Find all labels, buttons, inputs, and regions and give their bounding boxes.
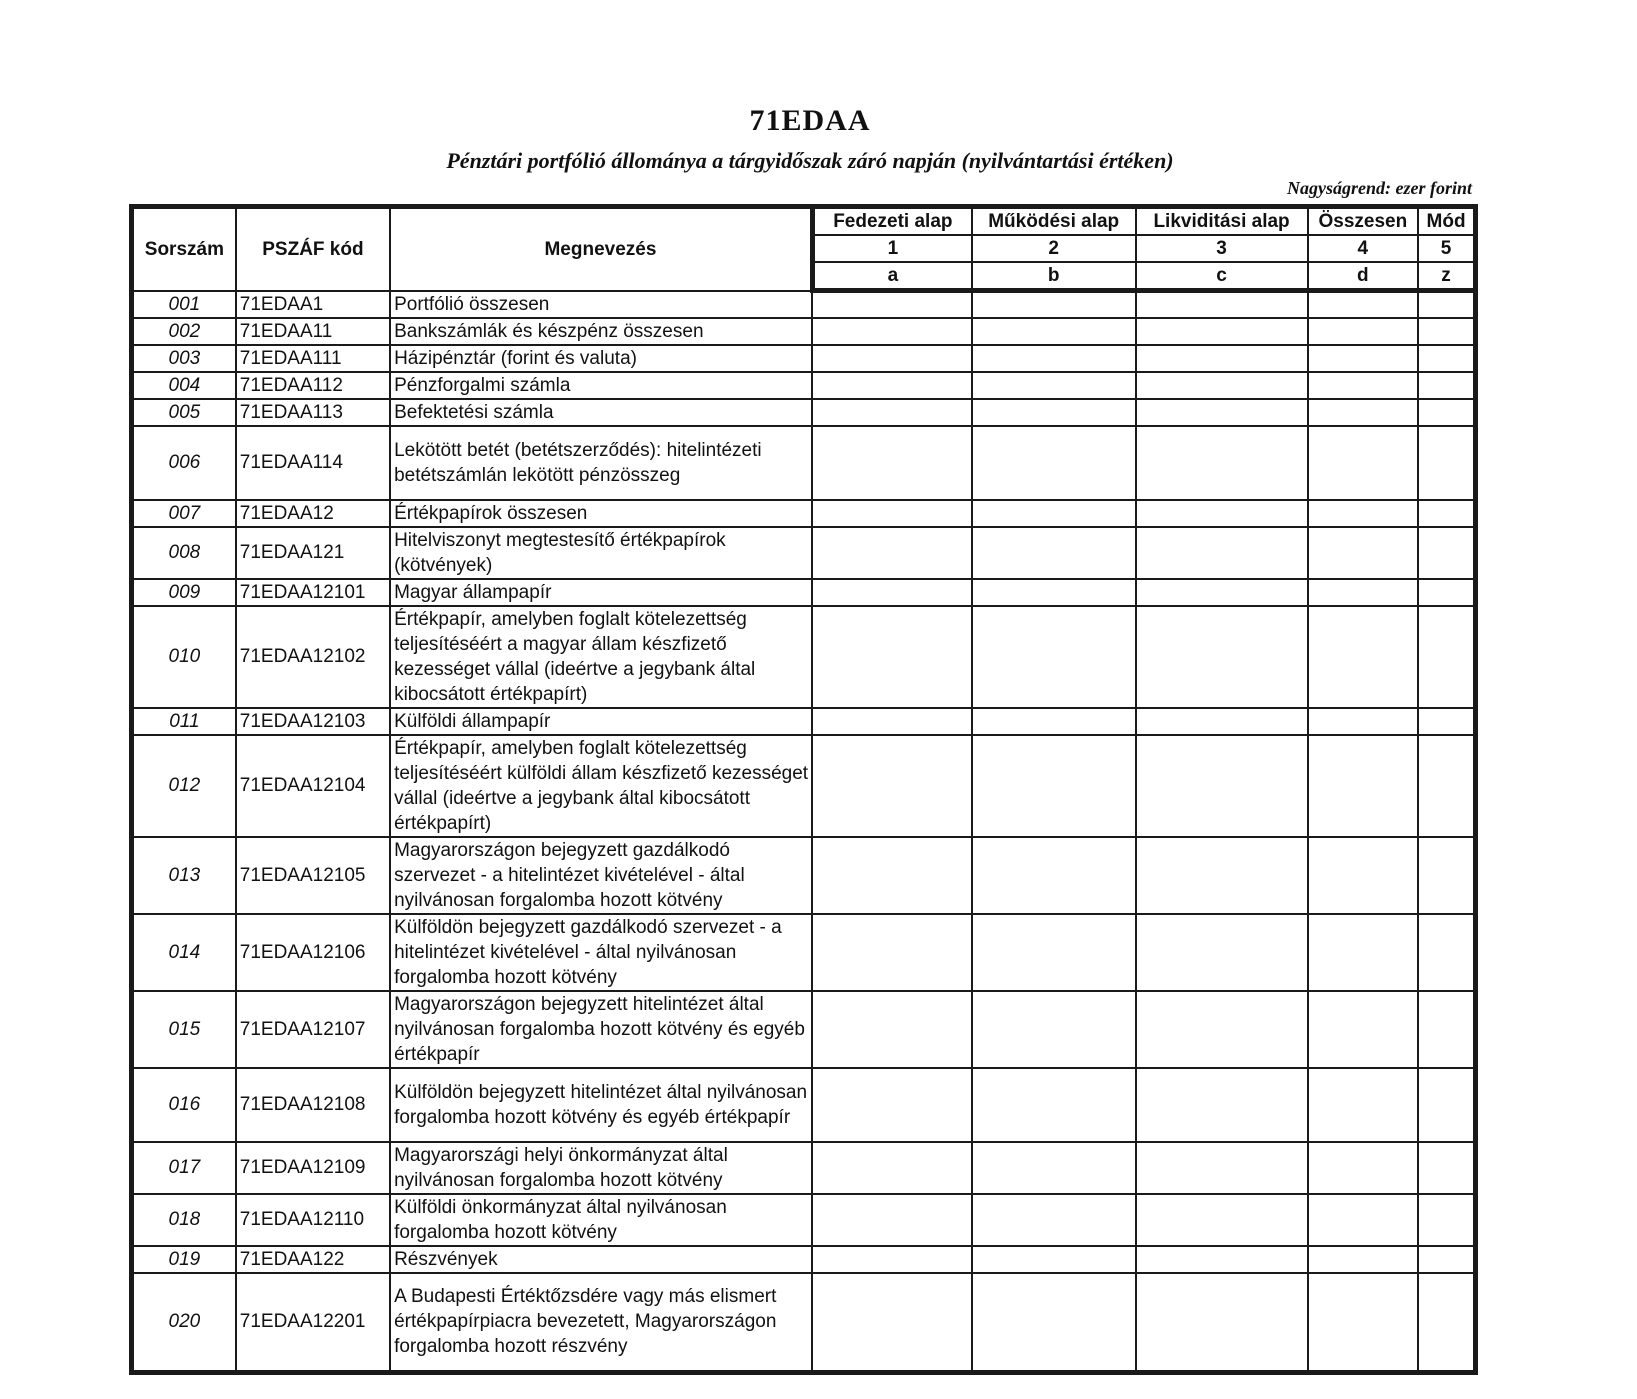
value-cell[interactable] — [812, 914, 972, 991]
row-code: 71EDAA112 — [236, 372, 390, 399]
row-code: 71EDAA12102 — [236, 606, 390, 708]
table-row — [132, 345, 1476, 372]
row-name: Külföldön bejegyzett hitelintézet által nyilvánosan forgalomba hozott kötvény és egyéb értékpapír — [390, 1068, 812, 1142]
table-row — [132, 1246, 1476, 1273]
value-cell[interactable] — [972, 1246, 1136, 1273]
value-cell[interactable] — [972, 579, 1136, 606]
value-cell[interactable] — [972, 291, 1136, 318]
row-code: 71EDAA12110 — [236, 1194, 390, 1246]
value-cell[interactable] — [812, 1246, 972, 1273]
row-number: 011 — [132, 708, 236, 735]
table-row — [132, 708, 1476, 735]
value-cell[interactable] — [1308, 527, 1419, 579]
value-cell[interactable] — [1308, 500, 1419, 527]
value-cell[interactable] — [972, 527, 1136, 579]
value-cell[interactable] — [1308, 708, 1419, 735]
value-cell[interactable] — [972, 914, 1136, 991]
value-cell[interactable] — [972, 318, 1136, 345]
value-cell[interactable] — [1308, 399, 1419, 426]
value-cell[interactable] — [1136, 527, 1308, 579]
table-row — [132, 837, 1476, 914]
value-cell[interactable] — [812, 1194, 972, 1246]
value-cell[interactable] — [1136, 318, 1308, 345]
value-cell[interactable] — [1308, 1273, 1419, 1373]
value-cell[interactable] — [1136, 735, 1308, 837]
table-header — [132, 207, 1476, 291]
row-name: Magyarországon bejegyzett gazdálkodó szervezet - a hitelintézet kivételével - által nyilvánosan forgalomba hozott kötvény — [390, 837, 812, 914]
row-number: 008 — [132, 527, 236, 579]
value-cell[interactable] — [1136, 1068, 1308, 1142]
row-code: 71EDAA121 — [236, 527, 390, 579]
row-number: 015 — [132, 991, 236, 1068]
row-name: Külföldi önkormányzat által nyilvánosan forgalomba hozott kötvény — [390, 1194, 812, 1246]
value-cell[interactable] — [1418, 399, 1475, 426]
value-cell[interactable] — [1136, 914, 1308, 991]
value-cell[interactable] — [1418, 500, 1475, 527]
row-number: 020 — [132, 1273, 236, 1373]
value-cell[interactable] — [1418, 1246, 1475, 1273]
table-row — [132, 914, 1476, 991]
value-cell[interactable] — [1136, 372, 1308, 399]
row-code: 71EDAA114 — [236, 426, 390, 500]
value-cell[interactable] — [1418, 606, 1475, 708]
row-name: Pénzforgalmi számla — [390, 372, 812, 399]
row-number: 002 — [132, 318, 236, 345]
row-name: Külföldi állampapír — [390, 708, 812, 735]
row-name: Értékpapírok összesen — [390, 500, 812, 527]
row-code: 71EDAA11 — [236, 318, 390, 345]
row-code: 71EDAA12107 — [236, 991, 390, 1068]
header-col-letter: b — [972, 262, 1136, 291]
value-cell[interactable] — [812, 399, 972, 426]
table-row — [132, 606, 1476, 708]
value-cell[interactable] — [1418, 291, 1475, 318]
value-cell[interactable] — [1136, 606, 1308, 708]
row-name: A Budapesti Értéktőzsdére vagy más elismert értékpapírpiacra bevezetett, Magyarországon forgalomba hozott részvény — [390, 1273, 812, 1373]
value-cell[interactable] — [1308, 345, 1419, 372]
row-code: 71EDAA12109 — [236, 1142, 390, 1194]
value-cell[interactable] — [1308, 579, 1419, 606]
value-cell[interactable] — [1418, 735, 1475, 837]
value-cell[interactable] — [812, 372, 972, 399]
value-cell[interactable] — [972, 399, 1136, 426]
value-cell[interactable] — [1136, 1194, 1308, 1246]
value-cell[interactable] — [812, 291, 972, 318]
table-body — [132, 291, 1476, 1373]
table-row — [132, 318, 1476, 345]
value-cell[interactable] — [1418, 914, 1475, 991]
table-row — [132, 1068, 1476, 1142]
row-code: 71EDAA12104 — [236, 735, 390, 837]
row-name: Befektetési számla — [390, 399, 812, 426]
value-cell[interactable] — [1308, 914, 1419, 991]
value-cell[interactable] — [812, 837, 972, 914]
row-number: 019 — [132, 1246, 236, 1273]
value-cell[interactable] — [972, 837, 1136, 914]
row-number: 012 — [132, 735, 236, 837]
value-cell[interactable] — [1136, 991, 1308, 1068]
value-cell[interactable] — [1418, 1142, 1475, 1194]
value-cell[interactable] — [812, 579, 972, 606]
table-row — [132, 527, 1476, 579]
document-subtitle: Pénztári portfólió állománya a tárgyidőszak záró napján (nyilvántartási értéken) — [446, 148, 1174, 173]
header-megnevezes: Megnevezés — [390, 207, 812, 291]
value-cell[interactable] — [1308, 1246, 1419, 1273]
header-col-label: Összesen — [1308, 207, 1419, 236]
value-cell[interactable] — [1418, 708, 1475, 735]
value-cell[interactable] — [1136, 579, 1308, 606]
report-table — [129, 204, 1478, 1375]
value-cell[interactable] — [812, 606, 972, 708]
row-number: 003 — [132, 345, 236, 372]
value-cell[interactable] — [1308, 1142, 1419, 1194]
row-code: 71EDAA111 — [236, 345, 390, 372]
table-row — [132, 372, 1476, 399]
value-cell[interactable] — [1418, 372, 1475, 399]
value-cell[interactable] — [1308, 426, 1419, 500]
value-cell[interactable] — [1308, 318, 1419, 345]
value-cell[interactable] — [972, 500, 1136, 527]
row-name: Lekötött betét (betétszerződés): hitelintézeti betétszámlán lekötött pénzösszeg — [390, 426, 812, 500]
row-code: 71EDAA12106 — [236, 914, 390, 991]
value-cell[interactable] — [972, 1142, 1136, 1194]
value-cell[interactable] — [972, 1068, 1136, 1142]
table-row — [132, 399, 1476, 426]
row-code: 71EDAA12108 — [236, 1068, 390, 1142]
value-cell[interactable] — [972, 991, 1136, 1068]
header-col-label: Működési alap — [972, 207, 1136, 236]
table-row — [132, 291, 1476, 318]
value-cell[interactable] — [812, 1273, 972, 1373]
value-cell[interactable] — [812, 1142, 972, 1194]
value-cell[interactable] — [1136, 291, 1308, 318]
value-cell[interactable] — [1418, 991, 1475, 1068]
header-col-label: Likviditási alap — [1136, 207, 1308, 236]
row-name: Értékpapír, amelyben foglalt kötelezettség teljesítéséért külföldi állam készfizető kezességet vállal (ideértve a jegybank által kibocsátott értékpapírt) — [390, 735, 812, 837]
header-pszaf-kod: PSZÁF kód — [236, 207, 390, 291]
header-col-number: 3 — [1136, 235, 1308, 262]
value-cell[interactable] — [1136, 345, 1308, 372]
header-col-number: 4 — [1308, 235, 1419, 262]
document-title: 71EDAA — [749, 104, 871, 137]
row-name: Részvények — [390, 1246, 812, 1273]
value-cell[interactable] — [1136, 399, 1308, 426]
row-code: 71EDAA12105 — [236, 837, 390, 914]
row-name: Értékpapír, amelyben foglalt kötelezettség teljesítéséért a magyar állam készfizető kezességet vállal (ideértve a jegybank által kibocsátott értékpapírt) — [390, 606, 812, 708]
value-cell[interactable] — [1308, 1068, 1419, 1142]
value-cell[interactable] — [812, 708, 972, 735]
row-code: 71EDAA12101 — [236, 579, 390, 606]
value-cell[interactable] — [1136, 1273, 1308, 1373]
header-col-number: 2 — [972, 235, 1136, 262]
value-cell[interactable] — [1418, 426, 1475, 500]
header-col-label: Mód — [1418, 207, 1475, 236]
value-cell[interactable] — [1136, 1246, 1308, 1273]
header-col-letter: d — [1308, 262, 1419, 291]
value-cell[interactable] — [1308, 735, 1419, 837]
row-name: Bankszámlák és készpénz összesen — [390, 318, 812, 345]
row-code: 71EDAA122 — [236, 1246, 390, 1273]
value-cell[interactable] — [1308, 837, 1419, 914]
value-cell[interactable] — [1418, 1068, 1475, 1142]
row-number: 010 — [132, 606, 236, 708]
table-row — [132, 735, 1476, 837]
row-number: 006 — [132, 426, 236, 500]
row-code: 71EDAA12 — [236, 500, 390, 527]
value-cell[interactable] — [1308, 1194, 1419, 1246]
value-cell[interactable] — [1418, 837, 1475, 914]
row-name: Magyarországi helyi önkormányzat által nyilvánosan forgalomba hozott kötvény — [390, 1142, 812, 1194]
value-cell[interactable] — [972, 345, 1136, 372]
value-cell[interactable] — [1418, 318, 1475, 345]
value-cell[interactable] — [812, 991, 972, 1068]
value-cell[interactable] — [1418, 1194, 1475, 1246]
value-cell[interactable] — [1308, 372, 1419, 399]
value-cell[interactable] — [812, 318, 972, 345]
value-cell[interactable] — [812, 735, 972, 837]
table-row — [132, 426, 1476, 500]
value-cell[interactable] — [812, 426, 972, 500]
value-cell[interactable] — [1136, 708, 1308, 735]
row-name: Magyarországon bejegyzett hitelintézet által nyilvánosan forgalomba hozott kötvény és egyéb értékpapír — [390, 991, 812, 1068]
value-cell[interactable] — [1136, 426, 1308, 500]
header-col-number: 5 — [1418, 235, 1475, 262]
row-number: 005 — [132, 399, 236, 426]
row-name: Külföldön bejegyzett gazdálkodó szervezet - a hitelintézet kivételével - által nyilvánosan forgalomba hozott kötvény — [390, 914, 812, 991]
row-number: 004 — [132, 372, 236, 399]
row-number: 016 — [132, 1068, 236, 1142]
header-col-number: 1 — [812, 235, 972, 262]
row-number: 007 — [132, 500, 236, 527]
table-row — [132, 1194, 1476, 1246]
value-cell[interactable] — [1308, 991, 1419, 1068]
table-row — [132, 579, 1476, 606]
value-cell[interactable] — [1418, 579, 1475, 606]
value-cell[interactable] — [1418, 1273, 1475, 1373]
value-cell[interactable] — [972, 606, 1136, 708]
value-cell[interactable] — [1136, 1142, 1308, 1194]
value-cell[interactable] — [1308, 606, 1419, 708]
header-col-letter: c — [1136, 262, 1308, 291]
value-cell[interactable] — [812, 1068, 972, 1142]
row-name: Magyar állampapír — [390, 579, 812, 606]
row-code: 71EDAA12201 — [236, 1273, 390, 1373]
value-cell[interactable] — [1136, 837, 1308, 914]
row-number: 017 — [132, 1142, 236, 1194]
row-name: Portfólió összesen — [390, 291, 812, 318]
value-cell[interactable] — [972, 708, 1136, 735]
value-cell[interactable] — [972, 735, 1136, 837]
value-cell[interactable] — [812, 527, 972, 579]
row-number: 014 — [132, 914, 236, 991]
header-col-letter: z — [1418, 262, 1475, 291]
table-row — [132, 991, 1476, 1068]
value-cell[interactable] — [1136, 500, 1308, 527]
header-col-label: Fedezeti alap — [812, 207, 972, 236]
row-code: 71EDAA12103 — [236, 708, 390, 735]
value-cell[interactable] — [972, 426, 1136, 500]
value-cell[interactable] — [1418, 345, 1475, 372]
table-row — [132, 1273, 1476, 1373]
value-cell[interactable] — [1418, 527, 1475, 579]
header-sorszam: Sorszám — [132, 207, 236, 291]
row-code: 71EDAA1 — [236, 291, 390, 318]
value-cell[interactable] — [972, 372, 1136, 399]
value-cell[interactable] — [812, 500, 972, 527]
row-number: 001 — [132, 291, 236, 318]
value-cell[interactable] — [1308, 291, 1419, 318]
row-number: 013 — [132, 837, 236, 914]
value-cell[interactable] — [812, 345, 972, 372]
value-cell[interactable] — [972, 1194, 1136, 1246]
header-col-letter: a — [812, 262, 972, 291]
unit-note: Nagyságrend: ezer forint — [1287, 178, 1472, 198]
row-name: Házipénztár (forint és valuta) — [390, 345, 812, 372]
table-row — [132, 500, 1476, 527]
row-number: 009 — [132, 579, 236, 606]
row-name: Hitelviszonyt megtestesítő értékpapírok (kötvények) — [390, 527, 812, 579]
table-row — [132, 1142, 1476, 1194]
row-code: 71EDAA113 — [236, 399, 390, 426]
value-cell[interactable] — [972, 1273, 1136, 1373]
row-number: 018 — [132, 1194, 236, 1246]
